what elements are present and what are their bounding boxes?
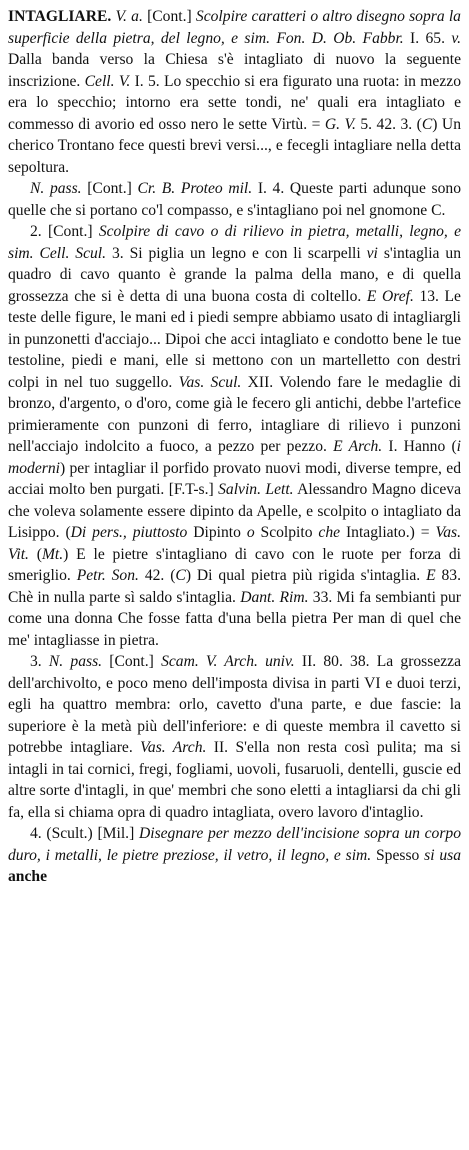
- italic-run: Scolpire di cavo o di rilievo in pietra, metalli, legno, e sim. Cell. Scul.: [8, 223, 461, 262]
- text-run: ) Di qual pietra più rigida s'intaglia.: [185, 567, 427, 584]
- italic-run: Disegnare per mezzo dell'incisione sopra un corpo duro, i metalli, le pietre preziose, il vetro, il legno, e sim.: [8, 825, 461, 864]
- italic-run: vi: [366, 244, 378, 262]
- text-run: II. S'ella non resta così pulita; ma si intagli in tai cornici, fregi, fogliami, uovoli, fusaruoli, dentelli, guscie ed altre sorte d'intagli, in que' membri che sono eletti a intagliarsi da chi gli fa, ella si chiama opra di quadro intagliata, overo lavoro d'intaglio.: [8, 739, 461, 821]
- entry-definition-3: [8, 651, 461, 823]
- italic-run: N. pass.: [30, 180, 82, 197]
- bold-run: anche: [8, 868, 47, 885]
- italic-run: v.: [451, 29, 462, 47]
- italic-run: G. V.: [324, 115, 356, 133]
- italic-run: si usa: [424, 846, 462, 864]
- text-run: 4. (Scult.) [Mil.]: [30, 825, 139, 842]
- text-run: 3.: [30, 653, 49, 670]
- italic-run: i moderni: [8, 438, 461, 477]
- italic-run: che: [318, 524, 341, 541]
- italic-run: Vas. Scul.: [178, 373, 242, 391]
- text-run: (: [28, 545, 42, 563]
- italic-run: C: [421, 115, 433, 133]
- text-run: I. 4. Queste parti adunque sono quelle che si portano co'l compasso, e s'intagliano poi nel gnomone C.: [8, 180, 461, 219]
- text-run: Spesso: [371, 846, 425, 864]
- text-run: 33. Mi fa sembianti pur come una donna Che fosse fatta d'una bella pietra Per man di quel che me' intagliasse in pietra.: [8, 588, 461, 649]
- text-run: XII. Volendo fare le medaglie di bronzo, d'argento, o d'oro, come già le fecero gli antichi, debbe l'artefice primieramente con punzoni di ferro, intagliare di rilievo i punzoni nell'acciajo indolcito a fuoco, a pezzo per pezzo.: [8, 373, 461, 455]
- text-run: Dipinto: [187, 524, 247, 541]
- entry-definition-2: [8, 221, 461, 651]
- text-run: Scolpito: [254, 524, 319, 541]
- text-run: II. 80. 38. La grossezza dell'archivolto, e poco meno dell'imposta divisa in parti VI e duoi terzi, egli ha quattro membra: orlo, cavetto d'una parte, e due fascie: la superiore è la metà più dell'inferiore: e di queste membra il cavetto si potrebbe intagliare.: [8, 653, 462, 756]
- italic-run: Salvin. Lett.: [218, 481, 294, 498]
- text-run: I. Hanno (: [382, 438, 457, 455]
- text-run: ) per intagliar il porfido provato nuovi modi, diverse tempre, ed acciai molto ben purgati. [F.T-s.]: [8, 459, 461, 498]
- italic-run: E Arch.: [333, 438, 383, 455]
- entry-definition-4: [8, 823, 461, 888]
- text-run: Alessandro Magno diceva che voleva solamente essere dipinto da Apelle, e scolpito o intagliato da Lisippo. (: [8, 481, 462, 541]
- text-run: 3. Si piglia un legno e con li scarpelli: [106, 244, 367, 262]
- text-run: 42. (: [138, 567, 176, 584]
- text-run: 5. 42. 3. (: [355, 115, 422, 133]
- entry-headword: INTAGLIARE.: [8, 8, 112, 25]
- italic-run: o: [246, 524, 255, 541]
- text-run: 2. [Cont.]: [30, 223, 99, 240]
- italic-run: Cell. V.: [84, 72, 131, 90]
- italic-run: Dant. Rim.: [240, 588, 309, 606]
- italic-run: Vas. Vit.: [8, 524, 462, 563]
- italic-run: N. pass.: [48, 653, 103, 670]
- text-run: 13. Le teste delle figure, le mani ed i piedi sempre abbiamo usato di intagliargli in punzonetti d'acciajo... Dipoi che acci intagliato e condotto bene le tue testoline, piedi e mani, elle si mettono con un martelletto con destri colpi in nel tuo suggello.: [8, 287, 461, 391]
- italic-run: Di pers., piuttosto: [70, 524, 188, 541]
- italic-run: E Oref.: [366, 287, 414, 305]
- italic-run: Fon. D. Ob. Fabbr.: [276, 29, 404, 47]
- text-run: Intagliato.) =: [340, 524, 436, 541]
- italic-run: Petr. Son.: [76, 567, 139, 584]
- text-run: [Cont.]: [142, 8, 196, 25]
- text-run: Dalla banda verso la Chiesa s'è intagliato di nuovo la seguente inscrizione.: [8, 51, 461, 90]
- dictionary-entry-intagliare: [8, 6, 461, 888]
- text-run: ) E le pietre s'intagliano di cavo con le ruote per forza di smeriglio.: [8, 545, 461, 584]
- entry-subsense-n-pass: [8, 178, 461, 221]
- text-run: [Cont.]: [102, 653, 162, 670]
- text-run: s'intaglia un quadro di cavo quanto è grande la palma della mano, e di quella grossezza che si è detta di una buona costa di coltello.: [8, 244, 461, 305]
- text-run: I. 65.: [403, 29, 452, 47]
- italic-run: E: [426, 567, 436, 584]
- text-run: ) Un cherico Trontano fece questi brevi versi..., e fecegli intagliare nella detta sepoltura.: [8, 115, 461, 176]
- italic-run: V. a.: [115, 8, 143, 25]
- italic-run: C: [175, 567, 186, 584]
- text-run: 83. Chè in nulla parte sì saldo s'intaglia.: [8, 567, 461, 606]
- italic-run: Scam. V. Arch. univ.: [161, 653, 295, 670]
- italic-run: Cr. B. Proteo mil.: [137, 180, 253, 197]
- text-run: I. 5. Lo specchio si era figurato una ruota: in mezzo era lo specchio; intorno era sette tondi, ne' quali era intagliato e commesso di avorio ed osso nero le sette Virtù. =: [8, 72, 461, 133]
- italic-run: Vas. Arch.: [140, 739, 207, 756]
- italic-run: Scolpire caratteri o altro disegno sopra la superficie della pietra, del legno, e sim.: [8, 8, 461, 47]
- italic-run: Mt.: [41, 545, 64, 563]
- text-run: [Cont.]: [81, 180, 138, 197]
- entry-definition-1: [8, 6, 461, 178]
